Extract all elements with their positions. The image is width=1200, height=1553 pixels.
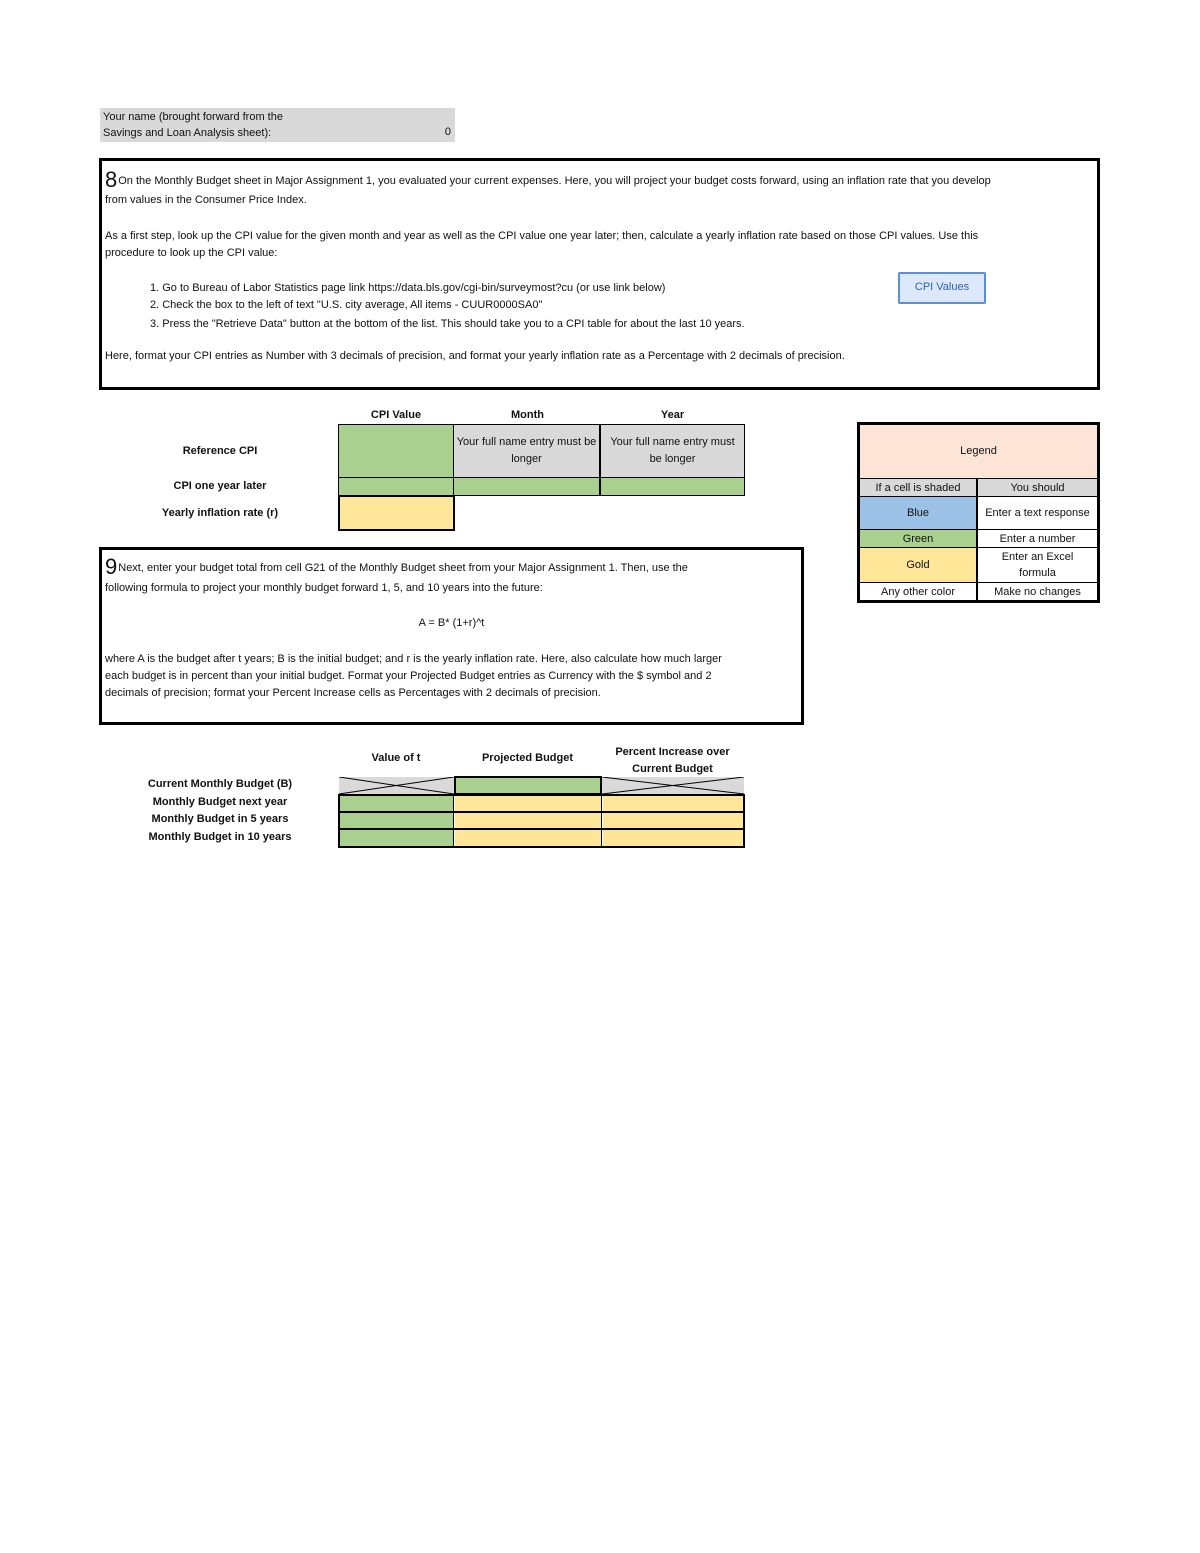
section-8-number: 8 [105, 167, 118, 192]
reference-year-cell: Your full name entry must be longer [601, 425, 744, 478]
percent-10-years-cell[interactable] [603, 830, 743, 846]
legend [857, 422, 1100, 603]
reference-month-cell: Your full name entry must be longer [454, 425, 601, 478]
cpi-values-button[interactable]: CPI Values [898, 272, 986, 304]
legend-action-gold: Enter an Excel formula [1001, 551, 1074, 579]
section-8-step-2: 2. Check the box to the left of text "U.S. city average, All items - CUUR0000SA0" [150, 299, 543, 311]
cpi-col-header-month: Month [511, 409, 544, 421]
section-8-para2-line1: As a first step, look up the CPI value for the given month and year as well as the CPI value one year later; then, calculate a yearly inflation rate based on those CPI values. Use this [105, 230, 979, 242]
budget-row-label-5-years: Monthly Budget in 5 years [151, 813, 289, 825]
legend-swatch-other: Any other color [860, 583, 978, 600]
section-9-para1-line2: following formula to project your monthly budget forward 1, 5, and 10 years into the future: [105, 582, 543, 594]
budget-row-label-10-years: Monthly Budget in 10 years [148, 831, 292, 843]
name-label-line1: Your name (brought forward from the [103, 111, 283, 123]
section-9-instructions [99, 547, 804, 725]
budget-col-header-t: Value of t [371, 752, 421, 764]
section-8-para3: Here, format your CPI entries as Number with 3 decimals of precision, and format your yearly inflation rate as a Percentage with 2 decimals of precision. [105, 350, 845, 362]
t-5-years-cell[interactable] [340, 813, 454, 828]
later-cpi-value-cell[interactable] [339, 478, 454, 495]
cpi-row-label-one-year-later: CPI one year later [173, 480, 267, 492]
legend-swatch-gold: Gold [860, 548, 978, 582]
projected-10-years-cell[interactable] [455, 830, 602, 846]
cpi-row-label-inflation-rate: Yearly inflation rate (r) [161, 507, 279, 519]
name-label [103, 109, 283, 141]
budget-row-label-next-year: Monthly Budget next year [152, 796, 288, 808]
section-9-para1-line1 [105, 556, 688, 578]
legend-header-col1: If a cell is shaded [860, 479, 978, 496]
name-value[interactable]: 0 [444, 126, 451, 138]
cpi-col-header-year: Year [660, 409, 685, 421]
legend-action-blue: Enter a text response [985, 507, 1090, 519]
legend-swatch-blue: Blue [860, 497, 978, 529]
cross-out-icon [602, 777, 744, 794]
inflation-rate-cell[interactable] [338, 495, 455, 531]
projected-5-years-cell[interactable] [455, 813, 602, 828]
section-9-para2-line3: decimals of precision; format your Percent Increase cells as Percentages with 2 decimals of precision. [105, 687, 601, 699]
section-8-step-1: 1. Go to Bureau of Labor Statistics page link https://data.bls.gov/cgi-bin/surveymost?cu (or use link below) [150, 282, 666, 294]
budget-row-label-current: Current Monthly Budget (B) [147, 778, 293, 790]
legend-header-row [860, 479, 1097, 497]
cpi-col-header-value: CPI Value [370, 409, 422, 421]
section-9-number: 9 [105, 554, 118, 579]
t-10-years-cell[interactable] [340, 830, 454, 846]
section-8-step-3: 3. Press the "Retrieve Data" button at the bottom of the list. This should take you to a CPI table for about the last 10 years. [150, 318, 745, 330]
cross-out-icon [339, 777, 454, 794]
section-9-para2-line1: where A is the budget after t years; B is the initial budget; and r is the yearly inflation rate. Here, also calculate how much larger [105, 653, 722, 665]
legend-row-blue [860, 497, 1097, 530]
name-label-line2: Savings and Loan Analysis sheet): [103, 127, 272, 139]
legend-row-gold [860, 548, 1097, 583]
legend-title: Legend [860, 425, 1097, 479]
name-section [100, 108, 455, 142]
budget-col-header-projected: Projected Budget [481, 752, 574, 764]
section-9-para1-text: Next, enter your budget total from cell G21 of the Monthly Budget sheet from your Major Assignment 1. Then, use the [118, 562, 688, 574]
budget-col-header-percent: Percent Increase over Current Budget [615, 746, 730, 775]
current-percent-crossed-cell [602, 777, 744, 794]
section-8-para1-line2: from values in the Consumer Price Index. [105, 194, 307, 206]
current-t-crossed-cell [339, 777, 454, 794]
reference-cpi-value-cell[interactable] [339, 425, 454, 478]
percent-next-year-cell[interactable] [603, 796, 743, 811]
projected-next-year-cell[interactable] [455, 796, 602, 811]
legend-action-other: Make no changes [994, 585, 1081, 598]
cpi-row-label-reference: Reference CPI [182, 445, 258, 457]
later-month-cell[interactable] [454, 478, 601, 495]
legend-row-other [860, 583, 1097, 600]
legend-row-green [860, 530, 1097, 548]
section-9-para2-line2: each budget is in percent than your initial budget. Format your Projected Budget entries as Currency with the $ symbol and 2 [105, 670, 712, 682]
current-budget-cell[interactable] [454, 776, 602, 795]
legend-swatch-green: Green [860, 530, 978, 547]
percent-5-years-cell[interactable] [603, 813, 743, 828]
legend-header-col2: You should [1010, 481, 1065, 494]
section-8-para2-line2: procedure to look up the CPI value: [105, 247, 278, 259]
section-8-para1-text: On the Monthly Budget sheet in Major Assignment 1, you evaluated your current expenses. Here, you will project your budget costs forward, using an inflation rate that you develop [118, 175, 991, 187]
t-next-year-cell[interactable] [340, 796, 454, 811]
section-8-para1-line1 [105, 169, 991, 191]
later-year-cell[interactable] [601, 478, 744, 495]
legend-action-green: Enter a number [999, 532, 1076, 545]
section-9-formula: A = B* (1+r)^t [418, 617, 485, 629]
